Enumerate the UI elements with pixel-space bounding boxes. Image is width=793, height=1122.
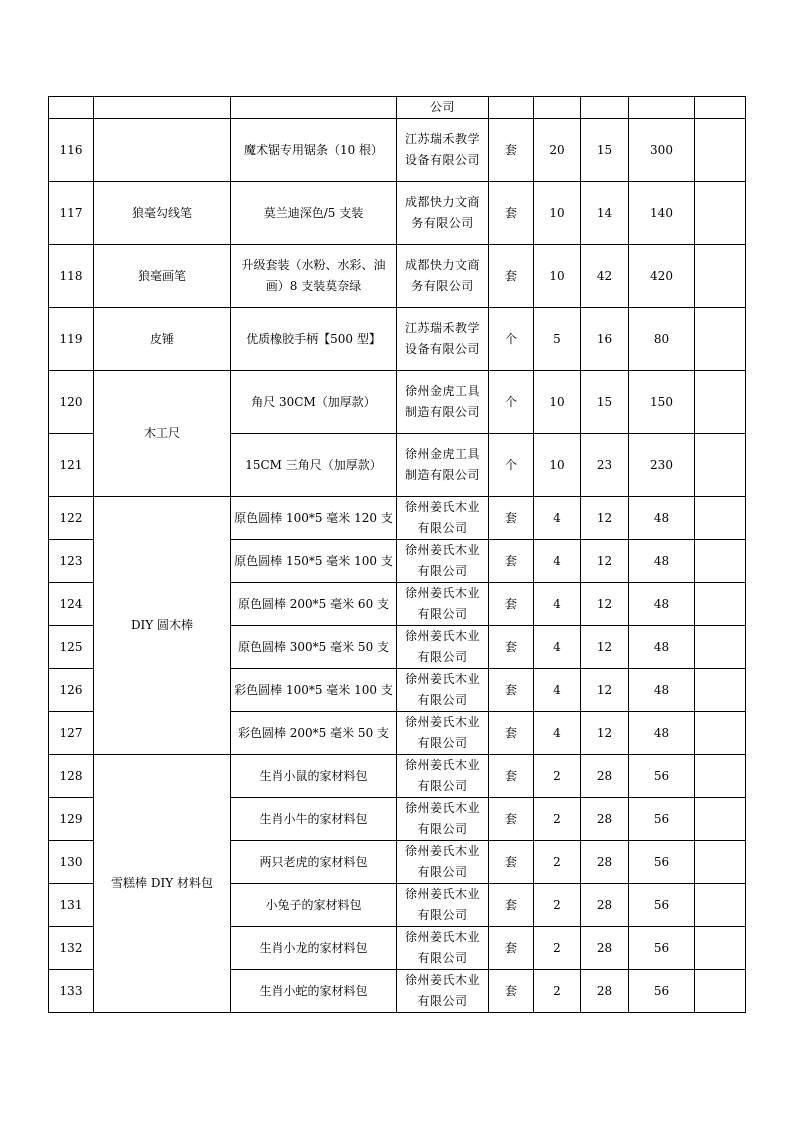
no-cell: 124 [49, 583, 94, 626]
total-cell: 56 [629, 927, 695, 970]
no-cell: 128 [49, 755, 94, 798]
total-cell: 48 [629, 712, 695, 755]
table-row [49, 755, 746, 798]
remark-cell [695, 308, 746, 371]
unit-cell: 套 [489, 119, 534, 182]
unit-cell: 个 [489, 371, 534, 434]
remark-cell [695, 583, 746, 626]
item-cell: 狼毫画笔 [94, 245, 231, 308]
no-cell: 129 [49, 798, 94, 841]
table-row [49, 371, 746, 434]
remark-cell [695, 669, 746, 712]
supplier-cell: 徐州姜氏木业有限公司 [397, 626, 489, 669]
table-row [49, 182, 746, 245]
qty-cell: 10 [534, 182, 581, 245]
unit-cell: 套 [489, 182, 534, 245]
supplier-cell: 徐州姜氏木业有限公司 [397, 669, 489, 712]
supplier-cell: 徐州姜氏木业有限公司 [397, 970, 489, 1013]
table-row [49, 245, 746, 308]
remark-cell [695, 712, 746, 755]
table-row [49, 308, 746, 371]
spec-cell: 原色圆棒 300*5 毫米 50 支 [231, 626, 397, 669]
remark-cell [695, 970, 746, 1013]
total-cell: 56 [629, 884, 695, 927]
price-cell: 28 [581, 927, 629, 970]
no-cell: 123 [49, 540, 94, 583]
no-cell: 119 [49, 308, 94, 371]
total-cell: 48 [629, 583, 695, 626]
qty-cell [534, 97, 581, 119]
no-cell: 127 [49, 712, 94, 755]
total-cell: 420 [629, 245, 695, 308]
total-cell: 56 [629, 798, 695, 841]
remark-cell [695, 927, 746, 970]
total-cell: 56 [629, 841, 695, 884]
total-cell: 230 [629, 434, 695, 497]
no-cell: 116 [49, 119, 94, 182]
total-cell: 140 [629, 182, 695, 245]
procurement-table [48, 96, 746, 1013]
unit-cell: 套 [489, 841, 534, 884]
price-cell: 12 [581, 626, 629, 669]
price-cell: 28 [581, 841, 629, 884]
table-row [49, 97, 746, 119]
no-cell: 133 [49, 970, 94, 1013]
no-cell: 117 [49, 182, 94, 245]
remark-cell [695, 755, 746, 798]
unit-cell: 套 [489, 245, 534, 308]
supplier-cell: 徐州金虎工具制造有限公司 [397, 434, 489, 497]
supplier-cell: 徐州姜氏木业有限公司 [397, 884, 489, 927]
unit-cell: 套 [489, 669, 534, 712]
total-cell: 48 [629, 626, 695, 669]
qty-cell: 4 [534, 626, 581, 669]
price-cell: 28 [581, 755, 629, 798]
table-row [49, 497, 746, 540]
price-cell: 12 [581, 669, 629, 712]
spec-cell: 魔术锯专用锯条（10 根） [231, 119, 397, 182]
spec-cell: 升级套装（水粉、水彩、油画）8 支装莫奈绿 [231, 245, 397, 308]
price-cell: 12 [581, 583, 629, 626]
total-cell: 300 [629, 119, 695, 182]
price-cell: 12 [581, 712, 629, 755]
group-item-cell-ruler: 木工尺 [94, 371, 231, 497]
remark-cell [695, 434, 746, 497]
supplier-cell: 公司 [397, 97, 489, 119]
spec-cell: 原色圆棒 100*5 毫米 120 支 [231, 497, 397, 540]
unit-cell: 个 [489, 434, 534, 497]
remark-cell [695, 182, 746, 245]
spec-cell: 原色圆棒 150*5 毫米 100 支 [231, 540, 397, 583]
unit-cell: 个 [489, 308, 534, 371]
qty-cell: 10 [534, 371, 581, 434]
unit-cell: 套 [489, 927, 534, 970]
price-cell: 28 [581, 970, 629, 1013]
remark-cell [695, 497, 746, 540]
supplier-cell: 徐州姜氏木业有限公司 [397, 583, 489, 626]
group-item-cell-popsicle: 雪糕棒 DIY 材料包 [94, 755, 231, 1013]
item-cell: 狼毫勾线笔 [94, 182, 231, 245]
spec-cell: 生肖小牛的家材料包 [231, 798, 397, 841]
price-cell [581, 97, 629, 119]
no-cell [49, 97, 94, 119]
unit-cell: 套 [489, 970, 534, 1013]
supplier-cell: 徐州姜氏木业有限公司 [397, 841, 489, 884]
qty-cell: 2 [534, 798, 581, 841]
unit-cell: 套 [489, 755, 534, 798]
qty-cell: 4 [534, 497, 581, 540]
supplier-cell: 徐州姜氏木业有限公司 [397, 927, 489, 970]
no-cell: 130 [49, 841, 94, 884]
spec-cell: 莫兰迪深色/5 支装 [231, 182, 397, 245]
spec-cell: 角尺 30CM（加厚款） [231, 371, 397, 434]
unit-cell: 套 [489, 540, 534, 583]
total-cell: 48 [629, 669, 695, 712]
unit-cell [489, 97, 534, 119]
supplier-cell: 徐州姜氏木业有限公司 [397, 540, 489, 583]
qty-cell: 4 [534, 669, 581, 712]
no-cell: 132 [49, 927, 94, 970]
qty-cell: 10 [534, 434, 581, 497]
price-cell: 23 [581, 434, 629, 497]
price-cell: 16 [581, 308, 629, 371]
supplier-cell: 徐州姜氏木业有限公司 [397, 798, 489, 841]
item-cell [94, 119, 231, 182]
spec-cell: 生肖小蛇的家材料包 [231, 970, 397, 1013]
unit-cell: 套 [489, 798, 534, 841]
qty-cell: 2 [534, 927, 581, 970]
remark-cell [695, 798, 746, 841]
table-row [49, 119, 746, 182]
supplier-cell: 徐州金虎工具制造有限公司 [397, 371, 489, 434]
price-cell: 15 [581, 119, 629, 182]
remark-cell [695, 540, 746, 583]
remark-cell [695, 371, 746, 434]
remark-cell [695, 245, 746, 308]
unit-cell: 套 [489, 583, 534, 626]
qty-cell: 2 [534, 884, 581, 927]
total-cell: 150 [629, 371, 695, 434]
unit-cell: 套 [489, 712, 534, 755]
total-cell: 48 [629, 540, 695, 583]
remark-cell [695, 884, 746, 927]
qty-cell: 4 [534, 712, 581, 755]
remark-cell [695, 841, 746, 884]
supplier-cell: 徐州姜氏木业有限公司 [397, 755, 489, 798]
no-cell: 131 [49, 884, 94, 927]
qty-cell: 4 [534, 583, 581, 626]
unit-cell: 套 [489, 626, 534, 669]
supplier-cell: 徐州姜氏木业有限公司 [397, 712, 489, 755]
group-item-cell-dowel: DIY 圆木棒 [94, 497, 231, 755]
qty-cell: 20 [534, 119, 581, 182]
spec-cell: 生肖小鼠的家材料包 [231, 755, 397, 798]
spec-cell: 彩色圆棒 100*5 毫米 100 支 [231, 669, 397, 712]
remark-cell [695, 97, 746, 119]
spec-cell: 两只老虎的家材料包 [231, 841, 397, 884]
item-cell: 皮锤 [94, 308, 231, 371]
no-cell: 118 [49, 245, 94, 308]
supplier-cell: 江苏瑞禾教学设备有限公司 [397, 119, 489, 182]
no-cell: 120 [49, 371, 94, 434]
supplier-cell: 江苏瑞禾教学设备有限公司 [397, 308, 489, 371]
remark-cell [695, 119, 746, 182]
price-cell: 12 [581, 540, 629, 583]
qty-cell: 5 [534, 308, 581, 371]
unit-cell: 套 [489, 884, 534, 927]
supplier-cell: 成都快力文商务有限公司 [397, 245, 489, 308]
no-cell: 126 [49, 669, 94, 712]
qty-cell: 4 [534, 540, 581, 583]
total-cell [629, 97, 695, 119]
spec-cell: 生肖小龙的家材料包 [231, 927, 397, 970]
unit-cell: 套 [489, 497, 534, 540]
remark-cell [695, 626, 746, 669]
total-cell: 56 [629, 970, 695, 1013]
qty-cell: 2 [534, 970, 581, 1013]
no-cell: 121 [49, 434, 94, 497]
spec-cell: 原色圆棒 200*5 毫米 60 支 [231, 583, 397, 626]
price-cell: 15 [581, 371, 629, 434]
price-cell: 42 [581, 245, 629, 308]
price-cell: 14 [581, 182, 629, 245]
no-cell: 125 [49, 626, 94, 669]
qty-cell: 2 [534, 755, 581, 798]
qty-cell: 10 [534, 245, 581, 308]
total-cell: 56 [629, 755, 695, 798]
spec-cell: 小兔子的家材料包 [231, 884, 397, 927]
spec-cell: 彩色圆棒 200*5 毫米 50 支 [231, 712, 397, 755]
supplier-cell: 成都快力文商务有限公司 [397, 182, 489, 245]
price-cell: 28 [581, 884, 629, 927]
no-cell: 122 [49, 497, 94, 540]
item-cell [94, 97, 231, 119]
price-cell: 28 [581, 798, 629, 841]
spec-cell: 优质橡胶手柄【500 型】 [231, 308, 397, 371]
supplier-cell: 徐州姜氏木业有限公司 [397, 497, 489, 540]
spec-cell: 15CM 三角尺（加厚款） [231, 434, 397, 497]
qty-cell: 2 [534, 841, 581, 884]
spec-cell [231, 97, 397, 119]
total-cell: 80 [629, 308, 695, 371]
price-cell: 12 [581, 497, 629, 540]
total-cell: 48 [629, 497, 695, 540]
